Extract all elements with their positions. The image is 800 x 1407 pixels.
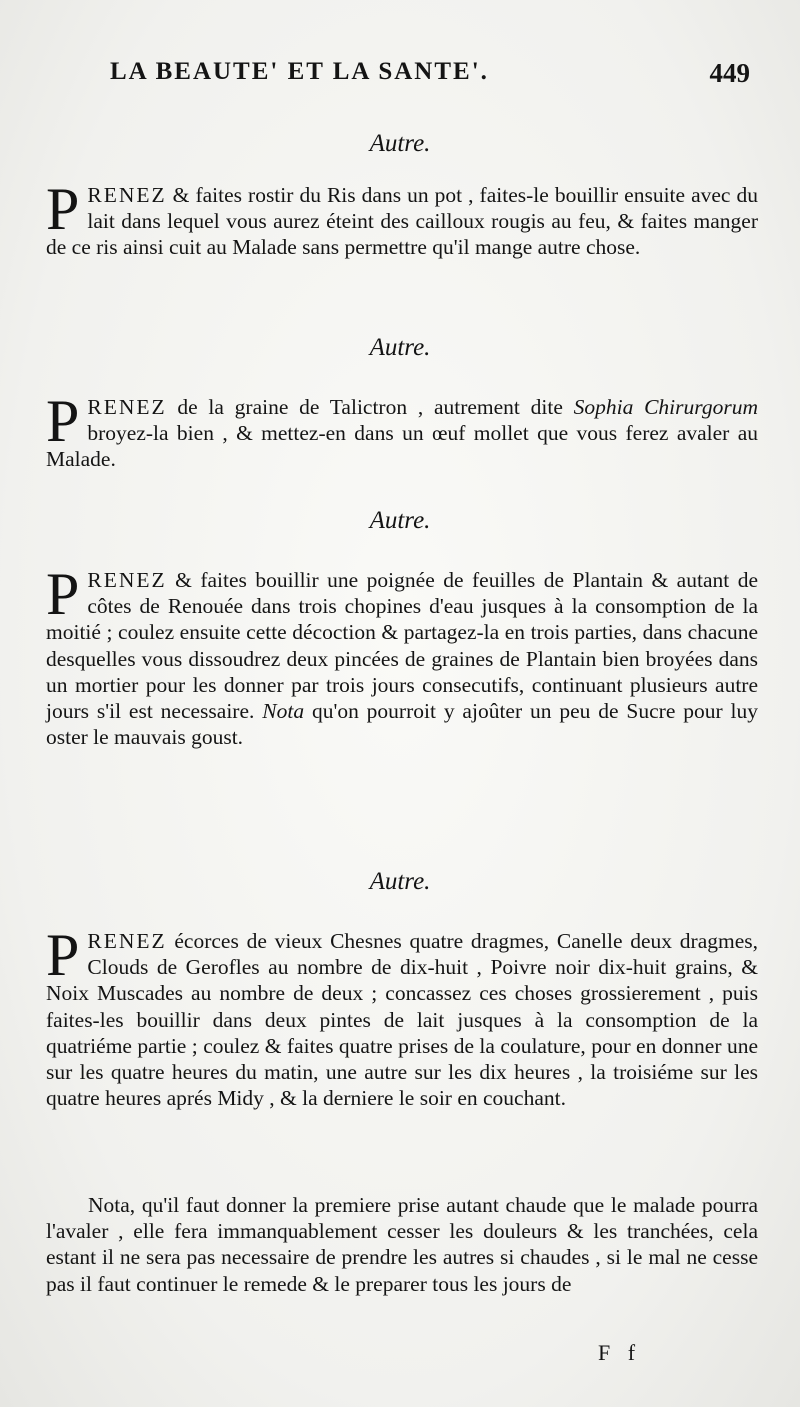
- drop-cap: P: [46, 176, 80, 242]
- section-title: Autre.: [369, 130, 431, 157]
- signature-mark: F f: [598, 1340, 642, 1365]
- paragraph-text: broyez-la bien , & mettez-en dans un œuf mollet que vous ferez avaler au Malade.: [46, 421, 758, 472]
- section-title: Autre.: [369, 868, 431, 895]
- page-number: 449: [709, 58, 750, 88]
- paragraph-text: de la graine de Talictron , autrement dite: [166, 395, 574, 419]
- italic-term: Sophia Chirurgorum: [573, 395, 758, 419]
- paragraph-text: écorces de vieux Chesnes quatre dragmes, Canelle deux dragmes, Clouds de Gerofles au nombre de dix-huit , Poivre noir dix-huit grains, & Noix Muscades au nombre de deux ; concassez ces choses grossierement , puis faites-les bouillir dans deux pintes de lait jusques à la consomption de la quatriéme partie ; coulez & faites quatre prises de la coulature, pour en donner une sur les quatre heures du matin, une autre sur les dix heures , la troisiéme sur les quatre heures aprés Midy , & la derniere le soir en couchant.: [46, 929, 758, 1111]
- paragraph-text: qu'on pourroit y ajoûter un peu de Sucre pour luy oster le mauvais goust.: [46, 699, 758, 750]
- drop-cap: P: [46, 388, 80, 454]
- drop-cap: P: [46, 922, 80, 988]
- lead-word: RENEZ: [87, 568, 167, 592]
- section-title: Autre.: [369, 507, 431, 534]
- lead-word: RENEZ: [87, 183, 167, 207]
- paragraph-text: & faites bouillir une poignée de feuilles de Plantain & autant de côtes de Renouée dans trois chopines d'eau jusques à la consomption de la moitié ; coulez ensuite cette décoction & partagez-la en trois parties, dans chacune desquelles vous dissoudrez deux pincées de graines de Plantain bien broyées dans un mortier pour les donner par trois jours consecutifs, continuant plusieurs autre jours s'il est necessaire.: [46, 568, 758, 724]
- recipe-paragraph: [46, 561, 758, 750]
- recipe-paragraph: [46, 922, 758, 1111]
- drop-cap: P: [46, 561, 80, 627]
- page-header: [110, 58, 750, 98]
- lead-word: RENEZ: [87, 929, 167, 953]
- recipe-paragraph: [46, 176, 758, 261]
- paragraph-text: & faites rostir du Ris dans un pot , faites-le bouillir ensuite avec du lait dans lequel vous aurez éteint des cailloux rougis au feu, & faites manger de ce ris ainsi cuit au Malade sans permettre qu'il mange autre chose.: [46, 183, 758, 260]
- recipe-paragraph: [46, 388, 758, 473]
- nota-paragraph: Nota, qu'il faut donner la premiere prise autant chaude que le malade pourra l'avaler , elle fera immanquablement cesser les douleurs & les tranchées, cela estant il ne sera pas necessaire de prendre les autres si chaudes , si le mal ne cesse pas il faut continuer le remede & le preparer tous les jours de: [46, 1193, 758, 1296]
- italic-term: Nota: [262, 699, 305, 724]
- lead-word: RENEZ: [87, 395, 167, 419]
- running-title: LA BEAUTE' ET LA SANTE'.: [110, 58, 489, 85]
- section-title: Autre.: [369, 334, 431, 361]
